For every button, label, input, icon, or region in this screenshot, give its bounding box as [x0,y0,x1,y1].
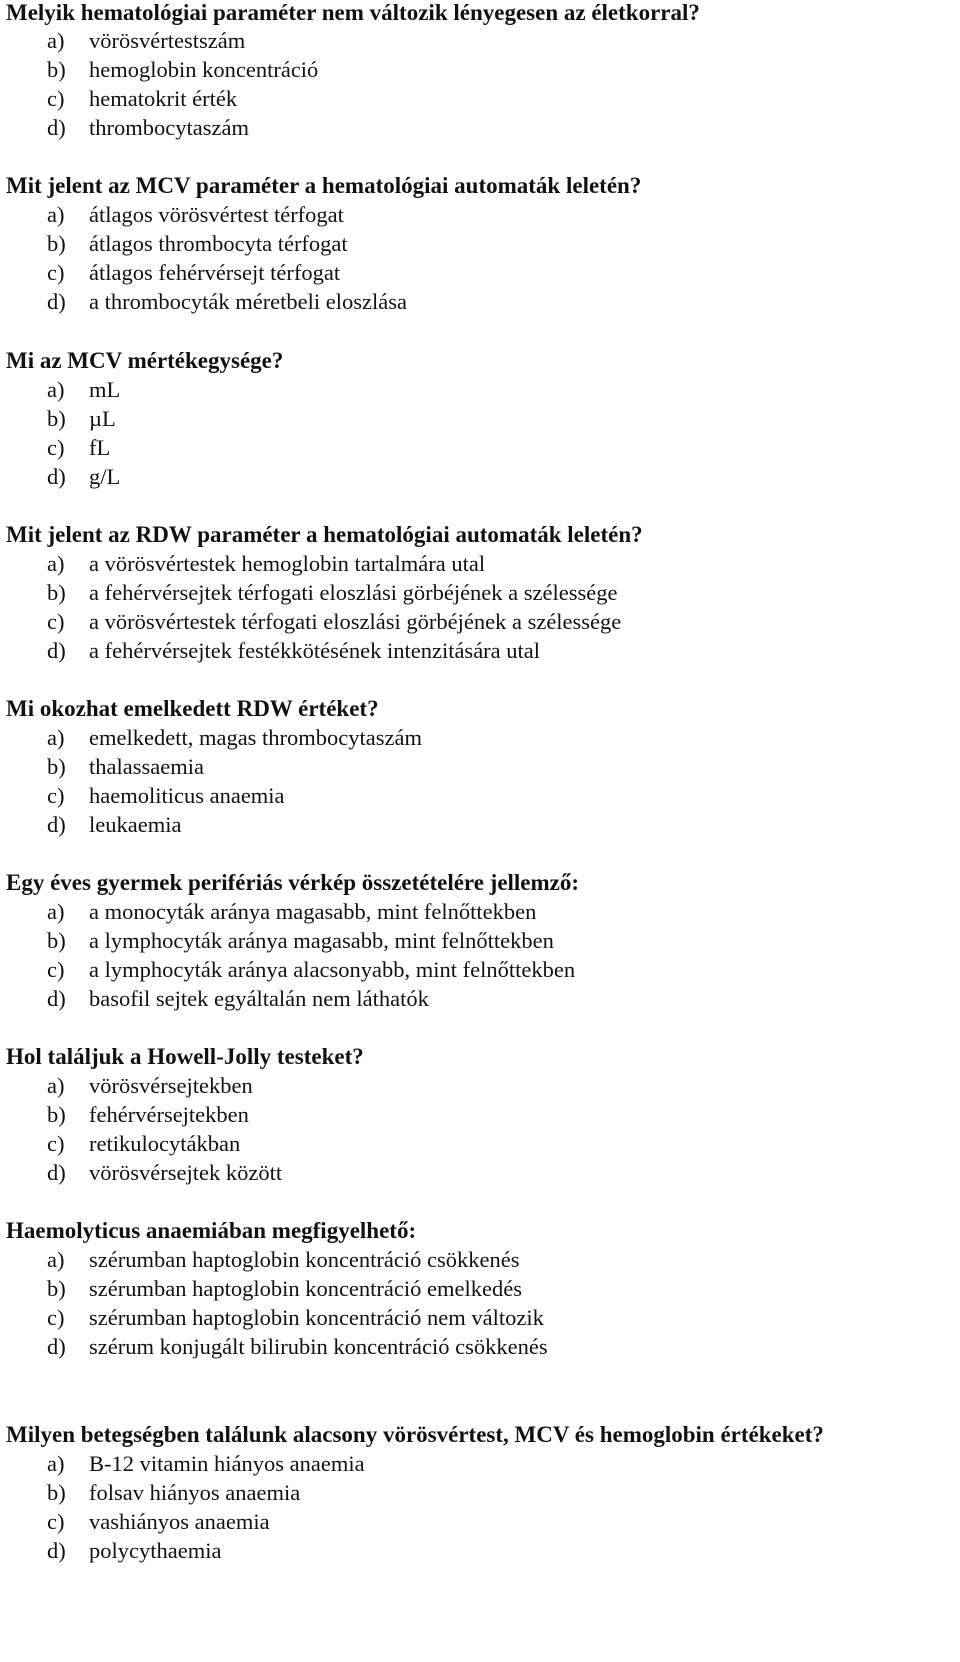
option-text: a lymphocyták aránya magasabb, mint felnőttekben [89,928,554,953]
answer-option [47,1129,240,1159]
option-letter: a) [47,1247,65,1272]
answer-option [47,1303,544,1333]
option-letter: a) [47,1451,65,1476]
option-letter: b) [47,57,66,82]
option-letter: d) [47,638,66,663]
option-letter: a) [47,725,65,750]
option-text: vörösvérsejtekben [89,1073,253,1098]
option-text: B-12 vitamin hiányos anaemia [89,1451,365,1476]
option-letter: b) [47,580,66,605]
answer-option [47,433,110,463]
option-letter: d) [47,464,66,489]
answer-option [47,926,554,956]
answer-option [47,723,422,753]
option-text: fL [89,435,111,460]
answer-option [47,984,429,1014]
option-text: vörösvérsejtek között [89,1160,283,1185]
option-text: g/L [89,464,121,489]
option-letter: b) [47,1102,66,1127]
answer-option [47,1158,282,1188]
option-text: a lymphocyták aránya alacsonyabb, mint felnőttekben [89,957,576,982]
option-letter: b) [47,1276,66,1301]
option-letter: d) [47,1334,66,1359]
option-text: leukaemia [89,812,182,837]
option-text: szérumban haptoglobin koncentráció emelkedés [89,1276,522,1301]
option-letter: c) [47,260,65,285]
answer-option [47,636,540,666]
option-text: átlagos thrombocyta térfogat [89,231,348,256]
option-text: átlagos fehérvérsejt térfogat [89,260,341,285]
answer-option [47,1071,253,1101]
answer-option [47,1274,522,1304]
answer-option [47,462,120,492]
option-text: a fehérvérsejtek festékkötésének intenzitására utal [89,638,541,663]
question-title: Mit jelent az RDW paraméter a hematológiai automaták leletén? [6,522,643,547]
option-letter: b) [47,1480,66,1505]
option-text: hemoglobin koncentráció [89,57,319,82]
option-letter: c) [47,1509,65,1534]
answer-option [47,955,575,985]
answer-option [47,607,621,637]
option-letter: b) [47,406,66,431]
option-letter: c) [47,609,65,634]
answer-option [47,258,340,288]
option-text: polycythaemia [89,1538,222,1563]
option-text: hematokrit érték [89,86,238,111]
option-letter: b) [47,231,66,256]
option-letter: c) [47,783,65,808]
option-text: basofil sejtek egyáltalán nem láthatók [89,986,429,1011]
option-letter: d) [47,1538,66,1563]
answer-option [47,287,407,317]
question-title: Mi az MCV mértékegysége? [6,348,284,373]
answer-option [47,1478,300,1508]
option-text: a fehérvérsejtek térfogati eloszlási görbéjének a szélessége [89,580,618,605]
option-letter: d) [47,986,66,1011]
answer-option [47,113,249,143]
answer-option [47,752,204,782]
option-text: szérumban haptoglobin koncentráció nem változik [89,1305,544,1330]
option-letter: a) [47,551,65,576]
answer-option [47,200,344,230]
option-text: a vörösvértestek hemoglobin tartalmára utal [89,551,486,576]
answer-option [47,55,318,85]
option-text: retikulocytákban [89,1131,241,1156]
option-text: átlagos vörösvértest térfogat [89,202,344,227]
answer-option [47,578,618,608]
option-letter: c) [47,1131,65,1156]
answer-option [47,1507,270,1537]
option-text: fehérvérsejtekben [89,1102,249,1127]
question-title: Milyen betegségben találunk alacsony vörösvértest, MCV és hemoglobin értékeket? [6,1422,824,1447]
answer-option [47,1245,520,1275]
option-letter: d) [47,289,66,314]
option-letter: b) [47,754,66,779]
option-text: mL [89,377,121,402]
option-text: haemoliticus anaemia [89,783,285,808]
option-letter: b) [47,928,66,953]
question-title: Egy éves gyermek perifériás vérkép összetételére jellemző: [6,870,580,895]
option-letter: c) [47,86,65,111]
question-title: Mi okozhat emelkedett RDW értéket? [6,696,379,721]
answer-option [47,781,285,811]
answer-option [47,84,237,114]
answer-option [47,375,120,405]
option-text: a monocyták aránya magasabb, mint felnőttekben [89,899,537,924]
answer-option [47,549,485,579]
option-text: a vörösvértestek térfogati eloszlási görbéjének a szélessége [89,609,622,634]
option-text: µL [89,406,116,431]
option-letter: a) [47,28,65,53]
option-text: vörösvértestszám [89,28,246,53]
option-letter: a) [47,377,65,402]
answer-option [47,229,348,259]
option-text: szérumban haptoglobin koncentráció csökkenés [89,1247,520,1272]
option-letter: d) [47,1160,66,1185]
option-letter: c) [47,435,65,460]
answer-option [47,1100,249,1130]
option-letter: d) [47,812,66,837]
question-title: Mit jelent az MCV paraméter a hematológiai automaták leletén? [6,173,642,198]
option-text: szérum konjugált bilirubin koncentráció csökkenés [89,1334,548,1359]
option-letter: a) [47,1073,65,1098]
question-title: Hol találjuk a Howell-Jolly testeket? [6,1044,364,1069]
answer-option [47,810,181,840]
answer-option [47,1332,548,1362]
option-text: emelkedett, magas thrombocytaszám [89,725,423,750]
option-letter: c) [47,957,65,982]
option-text: a thrombocyták méretbeli eloszlása [89,289,407,314]
option-text: folsav hiányos anaemia [89,1480,301,1505]
answer-option [47,897,536,927]
option-letter: a) [47,202,65,227]
answer-option [47,26,245,56]
answer-option [47,1536,221,1566]
answer-option [47,404,116,434]
option-text: thrombocytaszám [89,115,249,140]
question-title: Haemolyticus anaemiában megfigyelhető: [6,1218,417,1243]
option-text: vashiányos anaemia [89,1509,270,1534]
option-letter: c) [47,1305,65,1330]
answer-option [47,1449,365,1479]
option-letter: d) [47,115,66,140]
option-text: thalassaemia [89,754,204,779]
option-letter: a) [47,899,65,924]
question-title: Melyik hematológiai paraméter nem változik lényegesen az életkorral? [6,0,700,25]
